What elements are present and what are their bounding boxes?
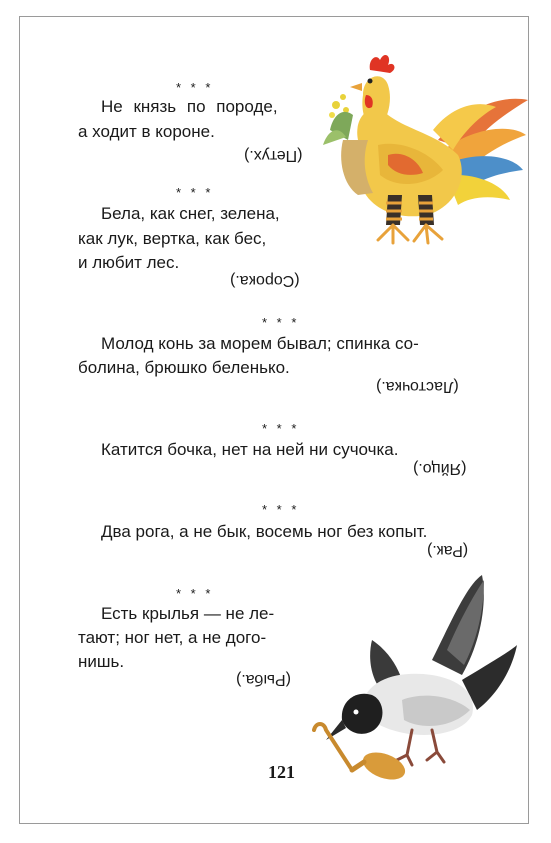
riddle-5-answer: (Рак.) (427, 542, 469, 559)
riddle-3-line-2: болина, брюшко беленько. (78, 358, 290, 377)
riddle-5-separator: * * * (262, 502, 300, 517)
magpie-illustration (312, 570, 517, 785)
riddle-6-line-2: тают; ног нет, а не дого- (78, 628, 267, 647)
rooster-illustration (318, 45, 530, 250)
riddle-6-line-1: Есть крылья — не ле- (101, 604, 275, 623)
riddle-1-separator: * * * (176, 80, 214, 95)
riddle-4-line-1: Катится бочка, нет на ней ни сучочка. (101, 440, 399, 459)
riddle-1-line-1: Не князь по породе, (101, 97, 278, 116)
page-number: 121 (268, 762, 295, 782)
riddle-1-line-2: а ходит в короне. (78, 122, 215, 141)
riddle-2-answer: (Сорока.) (230, 272, 300, 289)
riddle-4-answer: (Яйцо.) (413, 460, 467, 477)
riddle-6-separator: * * * (176, 586, 214, 601)
riddle-3-separator: * * * (262, 315, 300, 330)
riddle-2-line-1: Бела, как снег, зелена, (101, 204, 280, 223)
riddle-1-answer: (Петух.) (244, 147, 303, 164)
riddle-3-answer: (Ласточка.) (376, 378, 459, 395)
riddle-2-line-3: и любит лес. (78, 253, 180, 272)
riddle-6-answer: (Рыба.) (236, 671, 291, 688)
riddle-2-separator: * * * (176, 185, 214, 200)
riddle-2-line-2: как лук, вертка, как бес, (78, 229, 267, 248)
riddle-5-line-1: Два рога, а не бык, восемь ног без копыт. (101, 522, 428, 541)
riddle-4-separator: * * * (262, 421, 300, 436)
riddle-6-line-3: нишь. (78, 652, 125, 671)
riddle-3-line-1: Молод конь за морем бывал; спинка со- (101, 334, 419, 353)
